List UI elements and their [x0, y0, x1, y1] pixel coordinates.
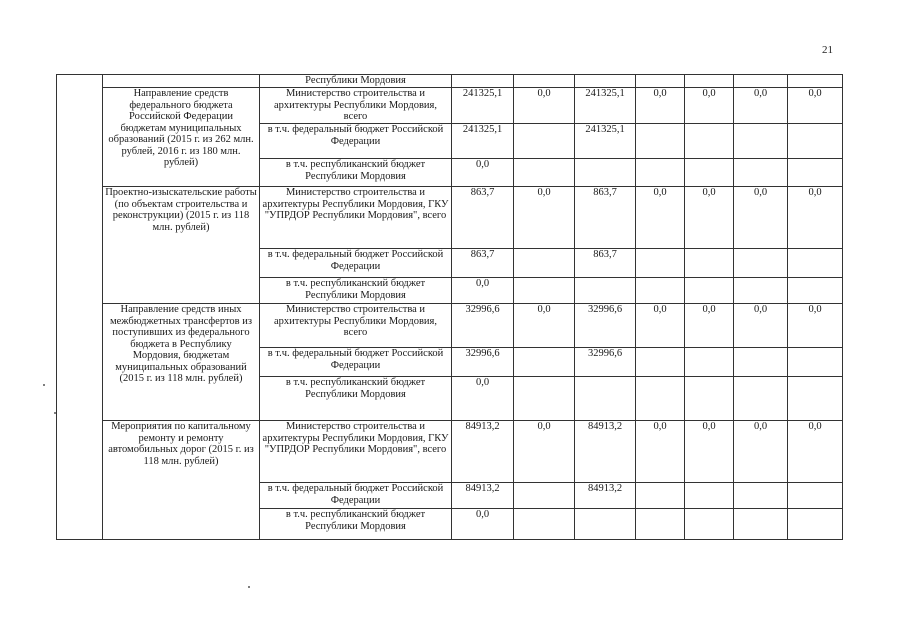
value-cell-total: 241325,1	[452, 88, 514, 124]
value-cell-v2016	[636, 278, 685, 304]
value-cell-total: 0,0	[452, 278, 514, 304]
value-cell-v2019: 0,0	[788, 304, 843, 348]
value-cell-v2014	[514, 278, 575, 304]
value-cell-total: 84913,2	[452, 421, 514, 483]
value-cell-v2018	[734, 124, 788, 159]
value-cell-v2015	[575, 278, 636, 304]
value-cell-total: 0,0	[452, 377, 514, 421]
scan-speck	[248, 586, 250, 588]
value-cell-v2019: 0,0	[788, 421, 843, 483]
value-cell-v2017: 0,0	[685, 88, 734, 124]
direction-cell: Направление средств федерального бюджета Российской Федерации бюджетам муниципальных образований (2015 г. из 262 млн. рублей, 2016 г. из 180 млн. рублей)	[103, 88, 260, 187]
value-cell-v2015: 84913,2	[575, 483, 636, 509]
executor-cell: в т.ч. федеральный бюджет Российской Федерации	[260, 348, 452, 377]
value-cell-v2015: 32996,6	[575, 304, 636, 348]
value-cell-v2015: 863,7	[575, 187, 636, 249]
value-cell-v2019	[788, 278, 843, 304]
value-cell-v2017	[685, 278, 734, 304]
direction-cell	[103, 75, 260, 88]
value-cell-v2016	[636, 483, 685, 509]
value-cell-v2018: 0,0	[734, 304, 788, 348]
value-cell-v2017	[685, 124, 734, 159]
value-cell-v2015: 32996,6	[575, 348, 636, 377]
table-row	[57, 75, 843, 88]
value-cell-v2015: 241325,1	[575, 88, 636, 124]
value-cell-total: 0,0	[452, 509, 514, 540]
budget-table	[56, 74, 843, 540]
value-cell-v2018	[734, 278, 788, 304]
value-cell-total: 32996,6	[452, 348, 514, 377]
executor-cell: Республики Мордовия	[260, 75, 452, 88]
value-cell-v2014: 0,0	[514, 187, 575, 249]
table-row	[57, 421, 843, 483]
value-cell-v2014: 0,0	[514, 88, 575, 124]
executor-cell: Министерство строительства и архитектуры Республики Мордовия, всего	[260, 304, 452, 348]
scan-speck	[43, 384, 45, 386]
value-cell-v2017: 0,0	[685, 304, 734, 348]
executor-cell: в т.ч. республиканский бюджет Республики Мордовия	[260, 278, 452, 304]
table-row	[57, 304, 843, 348]
value-cell-v2017	[685, 509, 734, 540]
value-cell-v2017: 0,0	[685, 421, 734, 483]
value-cell-v2016: 0,0	[636, 88, 685, 124]
value-cell	[788, 75, 843, 88]
value-cell-v2019: 0,0	[788, 88, 843, 124]
value-cell-total: 241325,1	[452, 124, 514, 159]
value-cell-v2014	[514, 159, 575, 187]
value-cell-v2016	[636, 377, 685, 421]
value-cell-v2019	[788, 483, 843, 509]
executor-cell: Министерство строительства и архитектуры Республики Мордовия, ГКУ "УПРДОР Республики Мордовия", всего	[260, 421, 452, 483]
value-cell-total: 0,0	[452, 159, 514, 187]
value-cell-v2018	[734, 249, 788, 278]
executor-cell: в т.ч. федеральный бюджет Российской Федерации	[260, 249, 452, 278]
value-cell-v2016	[636, 249, 685, 278]
value-cell-v2014	[514, 124, 575, 159]
value-cell-total: 863,7	[452, 249, 514, 278]
scan-speck	[54, 412, 56, 414]
value-cell-v2016: 0,0	[636, 187, 685, 249]
value-cell	[636, 75, 685, 88]
value-cell-v2014	[514, 509, 575, 540]
value-cell-v2017	[685, 483, 734, 509]
direction-cell: Проектно-изыскательские работы (по объектам строительства и реконструкции) (2015 г. из 118 млн. рублей)	[103, 187, 260, 304]
budget-table-body	[57, 75, 843, 540]
value-cell-v2018: 0,0	[734, 88, 788, 124]
value-cell-v2015: 241325,1	[575, 124, 636, 159]
value-cell-v2018	[734, 483, 788, 509]
value-cell-v2019	[788, 348, 843, 377]
value-cell-v2019	[788, 249, 843, 278]
direction-cell: Мероприятия по капитальному ремонту и ремонту автомобильных дорог (2015 г. из 118 млн. рублей)	[103, 421, 260, 540]
value-cell	[685, 75, 734, 88]
table-row	[57, 187, 843, 249]
value-cell-v2017	[685, 348, 734, 377]
value-cell-v2015: 863,7	[575, 249, 636, 278]
value-cell-v2019	[788, 509, 843, 540]
executor-cell: в т.ч. федеральный бюджет Российской Федерации	[260, 483, 452, 509]
value-cell	[452, 75, 514, 88]
row-number-cell	[57, 75, 103, 540]
value-cell-v2018	[734, 509, 788, 540]
value-cell-v2019	[788, 377, 843, 421]
value-cell-v2014	[514, 483, 575, 509]
value-cell-v2018	[734, 348, 788, 377]
table-row	[57, 88, 843, 124]
value-cell-v2014: 0,0	[514, 304, 575, 348]
value-cell-v2014: 0,0	[514, 421, 575, 483]
value-cell	[734, 75, 788, 88]
value-cell-v2014	[514, 249, 575, 278]
page-number: 21	[822, 44, 833, 56]
value-cell-v2019	[788, 124, 843, 159]
value-cell-v2016	[636, 124, 685, 159]
direction-cell: Направление средств иных межбюджетных трансфертов из поступивших из федерального бюджета в Республику Мордовия, бюджетам муниципальных образований (2015 г. из 118 млн. рублей)	[103, 304, 260, 421]
value-cell-v2016	[636, 159, 685, 187]
value-cell-v2016	[636, 348, 685, 377]
value-cell-v2016: 0,0	[636, 421, 685, 483]
value-cell-v2016: 0,0	[636, 304, 685, 348]
executor-cell: Министерство строительства и архитектуры Республики Мордовия, всего	[260, 88, 452, 124]
value-cell-total: 32996,6	[452, 304, 514, 348]
value-cell-v2017	[685, 377, 734, 421]
value-cell-v2015	[575, 509, 636, 540]
value-cell	[575, 75, 636, 88]
value-cell-v2018	[734, 159, 788, 187]
executor-cell: в т.ч. республиканский бюджет Республики Мордовия	[260, 377, 452, 421]
value-cell-v2015: 84913,2	[575, 421, 636, 483]
value-cell-v2018: 0,0	[734, 187, 788, 249]
value-cell-v2017: 0,0	[685, 187, 734, 249]
executor-cell: в т.ч. республиканский бюджет Республики Мордовия	[260, 159, 452, 187]
value-cell-v2019: 0,0	[788, 187, 843, 249]
executor-cell: в т.ч. федеральный бюджет Российской Федерации	[260, 124, 452, 159]
executor-cell: в т.ч. республиканский бюджет Республики Мордовия	[260, 509, 452, 540]
value-cell-v2019	[788, 159, 843, 187]
value-cell-v2016	[636, 509, 685, 540]
value-cell-v2017	[685, 159, 734, 187]
value-cell-v2014	[514, 348, 575, 377]
value-cell-total: 863,7	[452, 187, 514, 249]
value-cell	[514, 75, 575, 88]
executor-cell: Министерство строительства и архитектуры Республики Мордовия, ГКУ "УПРДОР Республики Мордовия", всего	[260, 187, 452, 249]
value-cell-v2017	[685, 249, 734, 278]
value-cell-v2014	[514, 377, 575, 421]
value-cell-total: 84913,2	[452, 483, 514, 509]
value-cell-v2018	[734, 377, 788, 421]
value-cell-v2018: 0,0	[734, 421, 788, 483]
value-cell-v2015	[575, 377, 636, 421]
value-cell-v2015	[575, 159, 636, 187]
